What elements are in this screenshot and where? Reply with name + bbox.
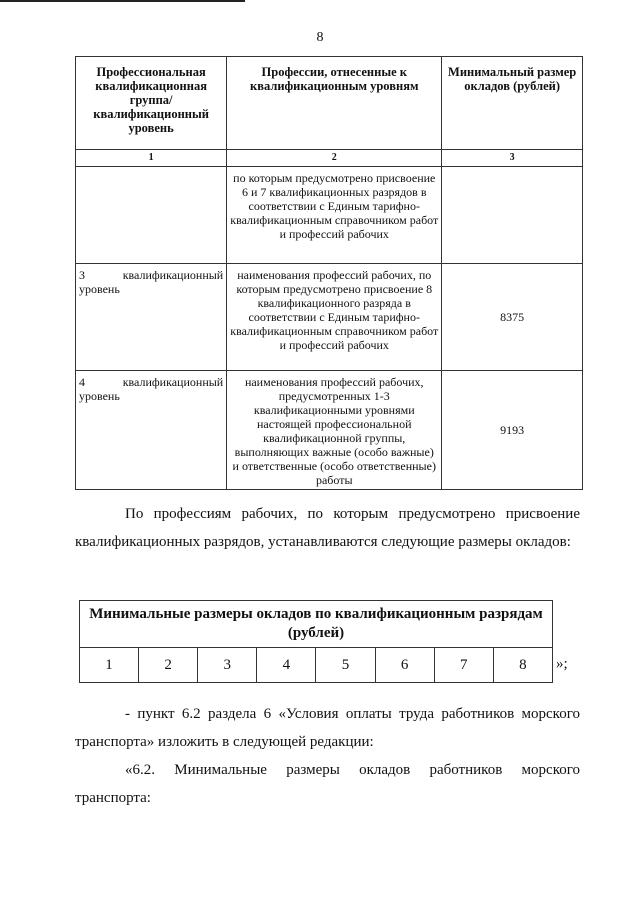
grade-cell: 2	[139, 648, 198, 683]
salary-table	[75, 56, 583, 490]
level-word: квалификационный	[122, 268, 224, 282]
grade-cell: 6	[375, 648, 434, 683]
header-professions: Профессии, отнесенные к квалификационным уровням	[227, 57, 442, 150]
grade-cell: 4	[257, 648, 316, 683]
grade-cell: 7	[434, 648, 493, 683]
level-cell	[76, 264, 227, 371]
grades-row	[80, 648, 553, 683]
closing-quote: »;	[556, 656, 568, 672]
level-number: 3	[79, 268, 85, 282]
professions-cell	[227, 371, 442, 490]
professions-text: наименования профессий рабочих, по которым предусмотрено присвоение 8 квалификационного разряда в соответствии с Единым тарифно-квалификационным справочником работ и профессий рабочих	[230, 268, 439, 352]
level-tail: уровень	[79, 282, 120, 296]
level-tail: уровень	[79, 389, 120, 403]
page-number: 8	[316, 30, 324, 45]
header-group-level: Профессиональная квалификационная группа/ квалификационный уровень	[76, 57, 227, 150]
professions-cell	[227, 264, 442, 371]
salary-cell	[442, 167, 583, 264]
column-number: 2	[227, 150, 442, 167]
professions-text: наименования профессий рабочих, предусмотренных 1-3 квалификационными уровнями настоящей профессиональной квалификационной группы, выполняющих важные (особо важные) и ответственные (особо ответственные) работы	[232, 375, 436, 487]
column-number-row	[76, 150, 583, 167]
paragraph-section-6-2: «6.2. Минимальные размеры окладов работников морского транспорта:	[75, 762, 580, 806]
grade-cell: 3	[198, 648, 257, 683]
level-number: 4	[79, 375, 85, 389]
level-cell	[76, 167, 227, 264]
professions-text: по которым предусмотрено присвоение 6 и 7 квалификационных разрядов в соответствии с Единым тарифно-квалификационным справочником работ и профессий рабочих	[230, 171, 439, 241]
professions-cell	[227, 167, 442, 264]
grades-table	[79, 600, 553, 683]
paragraph-grades-intro: По профессиям рабочих, по которым предусмотрено присвоение квалификационных разрядов, устанавливаются следующие размеры окладов:	[75, 506, 580, 550]
table-row	[76, 371, 583, 490]
table-header-row	[76, 57, 583, 150]
header-min-salary: Минимальный размер окладов (рублей)	[442, 57, 583, 150]
grades-table-title: Минимальные размеры окладов по квалификационным разрядам (рублей)	[80, 601, 553, 648]
column-number: 3	[442, 150, 583, 167]
table-row	[76, 264, 583, 371]
paragraph-amendment: - пункт 6.2 раздела 6 «Условия оплаты труда работников морского транспорта» изложить в следующей редакции:	[75, 706, 580, 750]
grade-cell: 1	[80, 648, 139, 683]
level-word: квалификационный	[122, 375, 224, 389]
salary-cell: 9193	[442, 371, 583, 490]
column-number: 1	[76, 150, 227, 167]
table-row	[76, 167, 583, 264]
salary-cell: 8375	[442, 264, 583, 371]
grade-cell: 8	[493, 648, 552, 683]
grade-cell: 5	[316, 648, 375, 683]
level-cell	[76, 371, 227, 490]
top-rule	[0, 0, 245, 2]
